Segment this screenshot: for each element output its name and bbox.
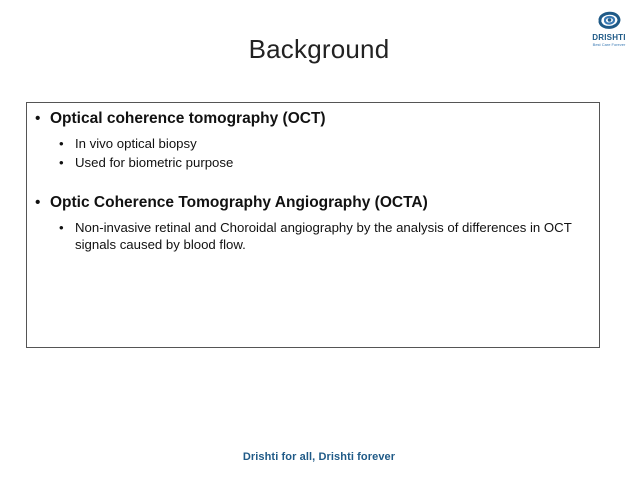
list-item: [33, 219, 589, 253]
logo-brand-text: DRISHTI: [592, 33, 626, 42]
bullet-oct-heading: Optical coherence tomography (OCT): [50, 110, 326, 127]
bullet-marker: •: [59, 136, 64, 151]
bullet-marker: •: [35, 194, 41, 211]
list-item-text: Non-invasive retinal and Choroidal angiography by the analysis of differences in OCT signals caused by blood flow.: [75, 220, 572, 252]
logo-tagline: Best Care Forever: [592, 42, 626, 47]
bullet-marker: •: [59, 220, 64, 235]
eye-logo-icon: [594, 8, 624, 32]
oct-sublist: [33, 135, 589, 171]
drishti-logo: [586, 8, 632, 56]
bullet-octa-heading: Optic Coherence Tomography Angiography (OCTA): [50, 194, 428, 211]
list-item-text: Used for biometric purpose: [75, 155, 234, 170]
list-item: [33, 135, 589, 152]
bullet-marker: •: [35, 110, 41, 127]
list-item-text: In vivo optical biopsy: [75, 136, 197, 151]
content-box: [26, 102, 600, 348]
list-item: [33, 154, 589, 171]
bullet-marker: •: [59, 155, 64, 170]
bullet-octa: [33, 193, 589, 213]
footer-slogan: Drishti for all, Drishti forever: [242, 451, 396, 463]
octa-sublist: [33, 219, 589, 253]
slide-title: Background: [248, 34, 390, 64]
bullet-oct: [33, 109, 589, 129]
